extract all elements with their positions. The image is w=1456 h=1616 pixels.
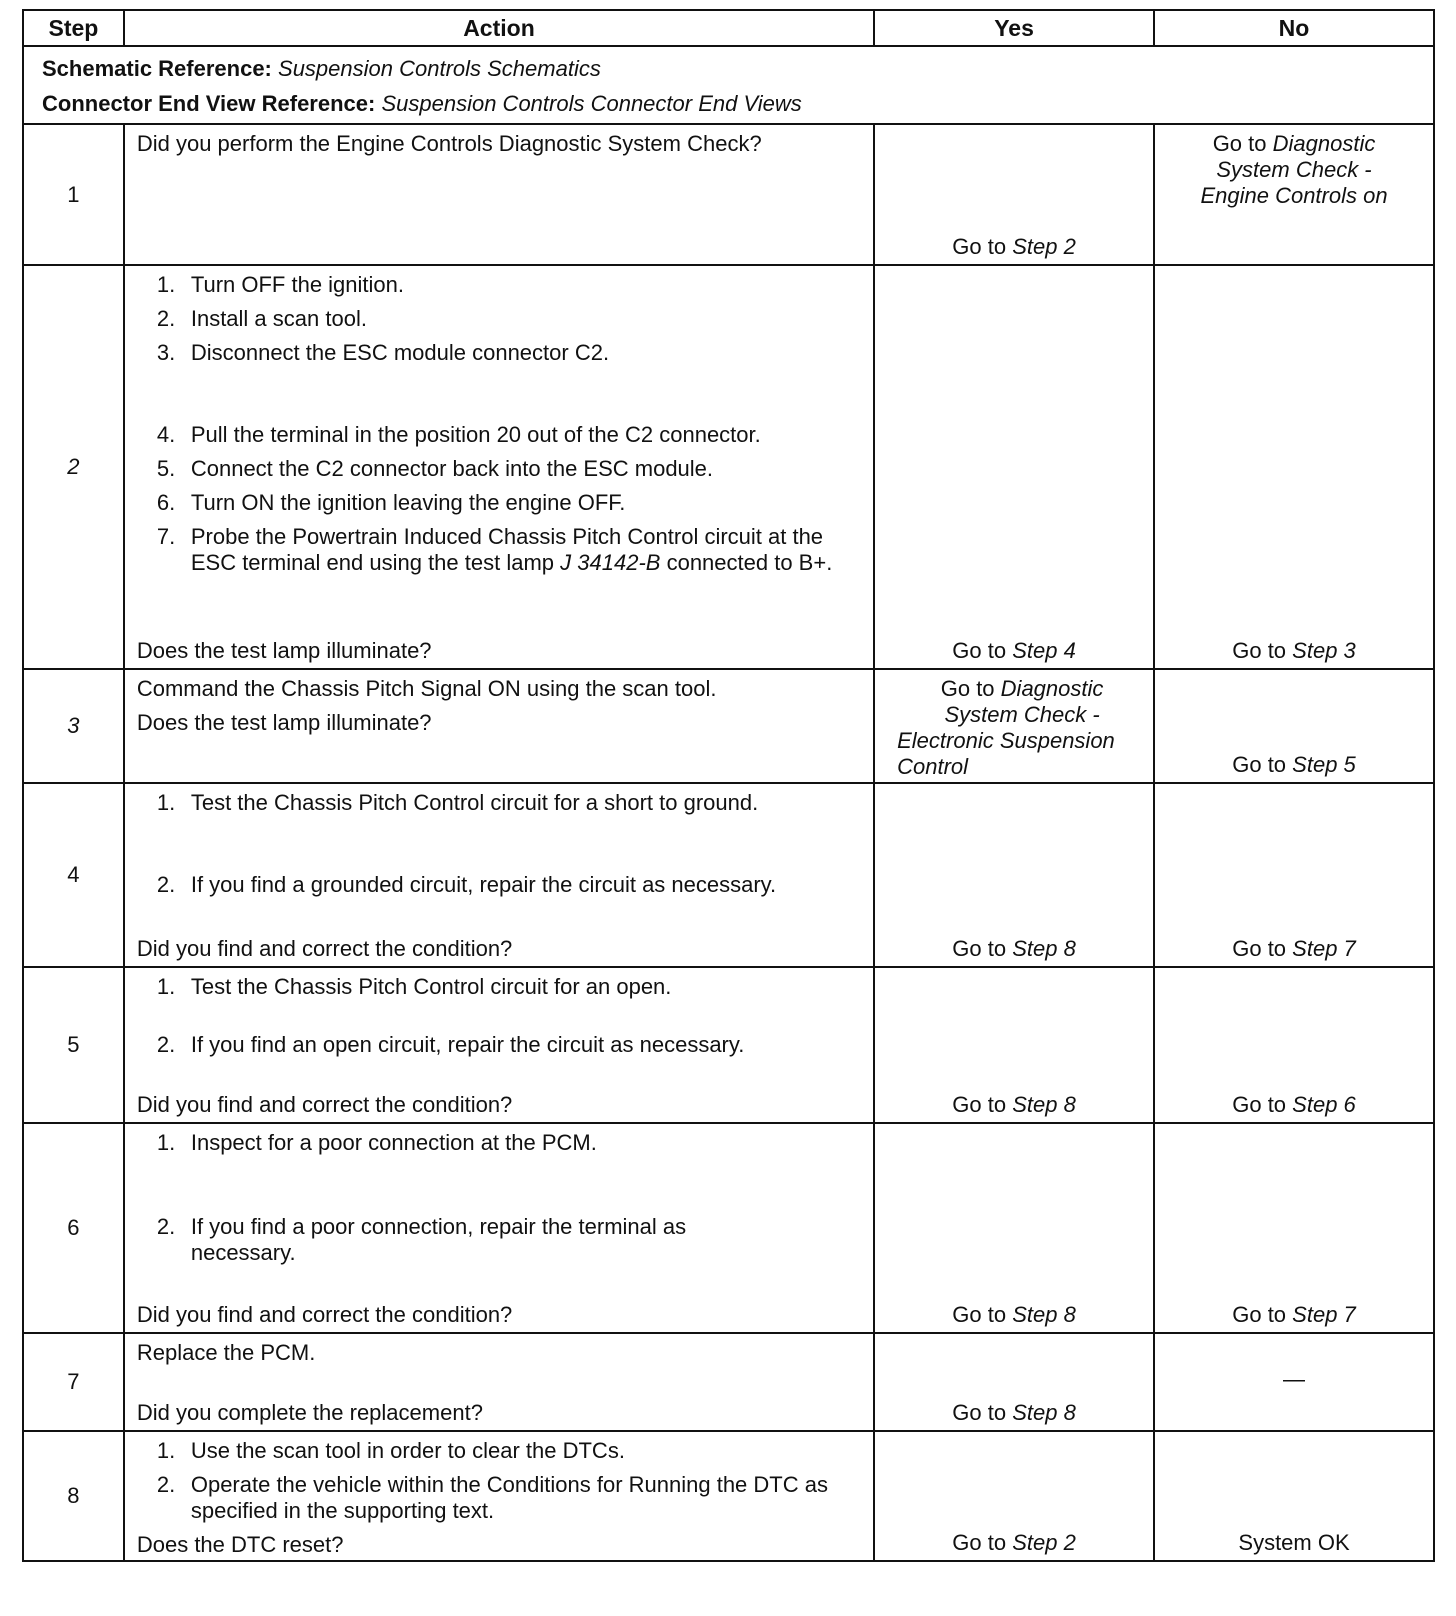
step-number: 3 [23,669,124,783]
list-item: 2. If you find an open circuit, repair the circuit as necessary. [156,1032,745,1057]
action-cell [124,1431,874,1561]
list-item: 1. Turn OFF the ignition. [156,272,405,297]
no-cell: Go to Step 6 [1154,967,1434,1123]
diagnostic-table [22,9,1435,1562]
action-cell [124,1333,874,1431]
list-item: 2. If you find a grounded circuit, repair the circuit as necessary. [156,872,777,897]
action-cell [124,124,874,265]
question: Does the test lamp illuminate? [136,638,432,663]
header-action: Action [124,10,874,46]
table-row [23,783,1434,967]
no-cell: Go to Diagnostic System Check - Engine Controls on [1154,124,1434,265]
no-cell [1154,1333,1434,1431]
table-row [23,669,1434,783]
question: Did you find and correct the condition? [136,936,513,961]
question: Did you find and correct the condition? [136,1302,513,1327]
yes-cell: Go to Step 4 [874,265,1154,669]
table-row [23,1431,1434,1561]
step-number: 5 [23,967,124,1123]
yes-cell: Go to Step 8 [874,967,1154,1123]
instruction: Command the Chassis Pitch Signal ON using the scan tool. [136,676,717,701]
yes-cell: Go to Diagnostic System Check - Electronic Suspension Control [874,669,1154,783]
list-item: 5. Connect the C2 connector back into the ESC module. [156,456,714,481]
connector-reference-link: Suspension Controls Connector End Views [381,91,802,116]
step-number: 8 [23,1431,124,1561]
step-number: 7 [23,1333,124,1431]
table-row [23,124,1434,265]
table-row [23,967,1434,1123]
action-cell [124,669,874,783]
action-cell [124,967,874,1123]
yes-cell: Go to Step 8 [874,1333,1154,1431]
connector-reference: Connector End View Reference: Suspension Controls Connector End Views [42,91,802,116]
no-cell: Go to Step 7 [1154,783,1434,967]
list-item: 1. Test the Chassis Pitch Control circuit for a short to ground. [156,790,759,815]
question: Did you perform the Engine Controls Diagnostic System Check? [136,131,762,156]
no-cell: Go to Step 5 [1154,669,1434,783]
schematic-reference-link: Suspension Controls Schematics [278,56,601,81]
list-item: 2. Operate the vehicle within the Conditions for Running the DTC as specified in the supporting text. [156,1472,828,1523]
question: Does the DTC reset? [136,1532,344,1557]
question: Did you find and correct the condition? [136,1092,513,1117]
system-ok: System OK [1238,1530,1350,1555]
no-cell [1154,1431,1434,1561]
table-row [23,1123,1434,1333]
list-item: 2. If you find a poor connection, repair the terminal as necessary. [156,1214,687,1265]
action-cell [124,265,874,669]
header-no: No [1154,10,1434,46]
tool-reference: J 34142-B [560,550,661,575]
schematic-reference: Schematic Reference: Suspension Controls Schematics [42,56,601,81]
step-number: 1 [23,124,124,265]
action-cell [124,783,874,967]
no-dash: — [1283,1366,1306,1392]
no-cell: Go to Step 7 [1154,1123,1434,1333]
yes-cell: Go to Step 8 [874,783,1154,967]
header-row [23,10,1434,46]
list-item: 3. Disconnect the ESC module connector C2. [156,340,610,365]
step-number: 4 [23,783,124,967]
yes-cell: Go to Step 2 [874,1431,1154,1561]
action-cell [124,1123,874,1333]
question: Did you complete the replacement? [136,1400,483,1425]
list-item: 2. Install a scan tool. [156,306,367,331]
list-item: 4. Pull the terminal in the position 20 out of the C2 connector. [156,422,761,447]
list-item: 1. Inspect for a poor connection at the PCM. [156,1130,597,1155]
list-item: 1. Test the Chassis Pitch Control circuit for an open. [156,974,672,999]
list-item: 7. Probe the Powertrain Induced Chassis Pitch Control circuit at the ESC terminal end using the test lamp J 34142-B connected to B+. [156,524,833,575]
no-cell: Go to Step 3 [1154,265,1434,669]
table-row [23,265,1434,669]
yes-cell: Go to Step 8 [874,1123,1154,1333]
yes-cell: Go to Step 2 [874,124,1154,265]
list-item: 1. Use the scan tool in order to clear the DTCs. [156,1438,625,1463]
step-number: 2 [23,265,124,669]
header-yes: Yes [874,10,1154,46]
header-step: Step [23,10,124,46]
reference-cell [23,46,1434,124]
list-item: 6. Turn ON the ignition leaving the engine OFF. [156,490,626,515]
step-number: 6 [23,1123,124,1333]
table-row [23,1333,1434,1431]
question: Does the test lamp illuminate? [136,710,432,735]
instruction: Replace the PCM. [136,1340,316,1365]
reference-row [23,46,1434,124]
